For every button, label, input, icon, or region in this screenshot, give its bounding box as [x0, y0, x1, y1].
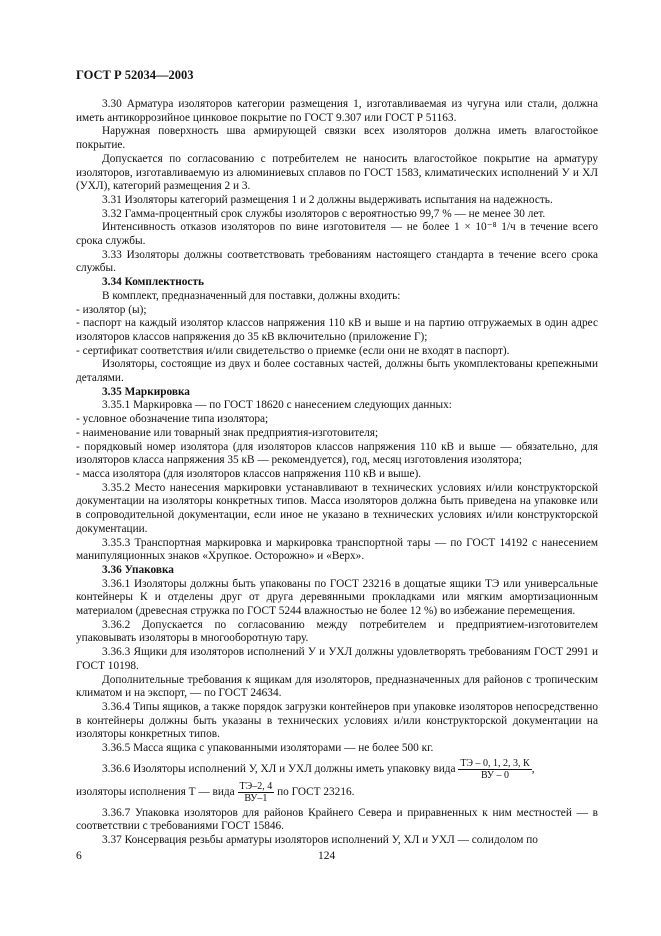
page-number-center: 124 — [318, 850, 336, 862]
paragraph: 3.36.4 Типы ящиков, а также порядок загрузки контейнеров при упаковке изоляторов непосредственно в контейнеры должны быть указаны в технических условиях и/или конструкторской документации на изоляторы конкретных типов. — [76, 700, 598, 741]
packaging-fraction-2 — [238, 781, 275, 804]
section-heading: 3.36 Упаковка — [102, 563, 174, 576]
page-number-left: 6 — [76, 850, 82, 862]
paragraph: 3.35.1 Маркировка — по ГОСТ 18620 с нанесением следующих данных: — [102, 399, 452, 412]
paragraph: 3.36.3 Ящики для изоляторов исполнений У и УХЛ должны удовлетворять требованиям ГОСТ 2991 и ГОСТ 10198. — [76, 646, 598, 672]
list-item: - наименование или товарный знак предприятия-изготовителя; — [76, 427, 598, 441]
paragraph: Допускается по согласованию с потребителем не наносить влагостойкое покрытие на арматуру изоляторов, изготавливаемую из алюминиевых сплавов по ГОСТ 1583, климатических исполнений У и ХЛ (УХЛ), категорий размещения 2 и 3. — [76, 152, 598, 193]
list-item: - изолятор (ы); — [76, 304, 598, 318]
fraction-1-numerator: ТЭ – 0, 1, 2, 3, К — [460, 757, 530, 769]
paragraph-3-36-6 — [76, 758, 598, 781]
list-item: - масса изолятора (для изоляторов классов напряжения 110 кВ и выше). — [76, 468, 598, 482]
list-item: - паспорт на каждый изолятор классов напряжения 110 кВ и выше и на партию отгружаемых в один адрес изоляторов классов напряжения до 35 кВ включительно (приложение Г); — [76, 317, 598, 344]
paragraph: 3.31 Изоляторы категорий размещения 1 и 2 должны выдерживать испытания на надежность. — [102, 193, 553, 206]
p3366-text-c: изоляторы исполнения Т — вида — [76, 785, 235, 798]
list-item: - условное обозначение типа изолятора; — [76, 413, 598, 427]
packaging-fraction-1 — [458, 758, 531, 781]
list-item: - порядковый номер изолятора (для изоляторов классов напряжения 110 кВ и выше — обязательно, для изоляторов класса напряжения 35 кВ — рекомендуется), год, месяц изготовления изолятора; — [76, 441, 598, 468]
fraction-2-denominator: ВУ–1 — [244, 792, 268, 804]
document-body — [76, 98, 598, 848]
paragraph-block — [76, 98, 598, 756]
section-heading: 3.35 Маркировка — [102, 385, 190, 398]
paragraph: 3.36.1 Изоляторы должны быть упакованы по ГОСТ 23216 в дощатые ящики ТЭ или универсальные контейнеры К и отделены друг от друга деревянными прокладками или мягким амортизационным материалом (древесная стружка по ГОСТ 5244 влажностью не более 12 %) во избежание перемещения. — [76, 577, 598, 618]
paragraph: 3.33 Изоляторы должны соответствовать требованиям настоящего стандарта в течение всего срока службы. — [76, 248, 598, 275]
paragraph: Интенсивность отказов изоляторов по вине изготовителя — не более 1 × 10⁻⁸ 1/ч в течение всего срока службы. — [76, 221, 598, 248]
paragraph: Наружная поверхность шва армирующей связки всех изоляторов должна иметь влагостойкое покрытие. — [76, 125, 598, 152]
paragraph: 3.36.5 Масса ящика с упакованными изоляторами — не более 500 кг. — [102, 742, 434, 755]
fraction-1-denominator: ВУ – 0 — [481, 769, 509, 781]
paragraph: В комплект, предназначенный для поставки, должны входить: — [102, 289, 401, 302]
list-item: - сертификат соответствия и/или свидетельство о приемке (если они не входят в паспорт). — [76, 345, 598, 359]
paragraph: 3.30 Арматура изоляторов категории размещения 1, изготавливаемая из чугуна или стали, должна иметь антикоррозийное цинковое покрытие по ГОСТ 9.307 или ГОСТ Р 51163. — [76, 98, 598, 124]
p3366-text-b: , — [531, 762, 535, 775]
paragraph: Дополнительные требования к ящикам для изоляторов, предназначенных для районов с тропическим климатом и на экспорт, — по ГОСТ 24634. — [76, 673, 598, 700]
section-heading: 3.34 Комплектность — [102, 276, 204, 289]
fraction-2-numerator: ТЭ–2, 4 — [239, 780, 273, 792]
document-header: ГОСТ Р 52034—2003 — [76, 68, 194, 82]
paragraph: 3.36.7 Упаковка изоляторов для районов Крайнего Севера и приравненных к ним местностей — в соответствии с требованиями ГОСТ 15846. — [76, 806, 598, 833]
paragraph: 3.36.2 Допускается по согласованию между потребителем и предприятием-изготовителем упаковывать изоляторы в многооборотную тару. — [76, 618, 598, 645]
paragraph-block — [76, 807, 598, 848]
paragraph-3-36-6-cont — [76, 781, 598, 804]
paragraph: 3.32 Гамма-процентный срок службы изоляторов с вероятностью 99,7 % — не менее 30 лет. — [102, 207, 546, 220]
paragraph: 3.35.3 Транспортная маркировка и маркировка транспортной тары — по ГОСТ 14192 с нанесением манипуляционных знаков «Хрупкое. Осторожно» и «Верх». — [76, 536, 598, 563]
p3366-text-d: по ГОСТ 23216. — [277, 785, 355, 798]
paragraph: Изоляторы, состоящие из двух и более составных частей, должны быть укомплектованы крепежными деталями. — [76, 358, 598, 385]
paragraph: 3.37 Консервация резьбы арматуры изоляторов исполнений У, ХЛ и УХЛ — солидолом по — [102, 834, 538, 847]
paragraph: 3.35.2 Место нанесения маркировки устанавливают в технических условиях и/или конструкторской документации на изоляторы конкретных типов. Масса изоляторов должна быть приведена на упаковке или в сопроводительной документации, если иное не указано в технических условиях и/или конструкторской документации. — [76, 481, 598, 535]
p3366-text-a: 3.36.6 Изоляторы исполнений У, ХЛ и УХЛ должны иметь упаковку вида — [102, 762, 456, 775]
